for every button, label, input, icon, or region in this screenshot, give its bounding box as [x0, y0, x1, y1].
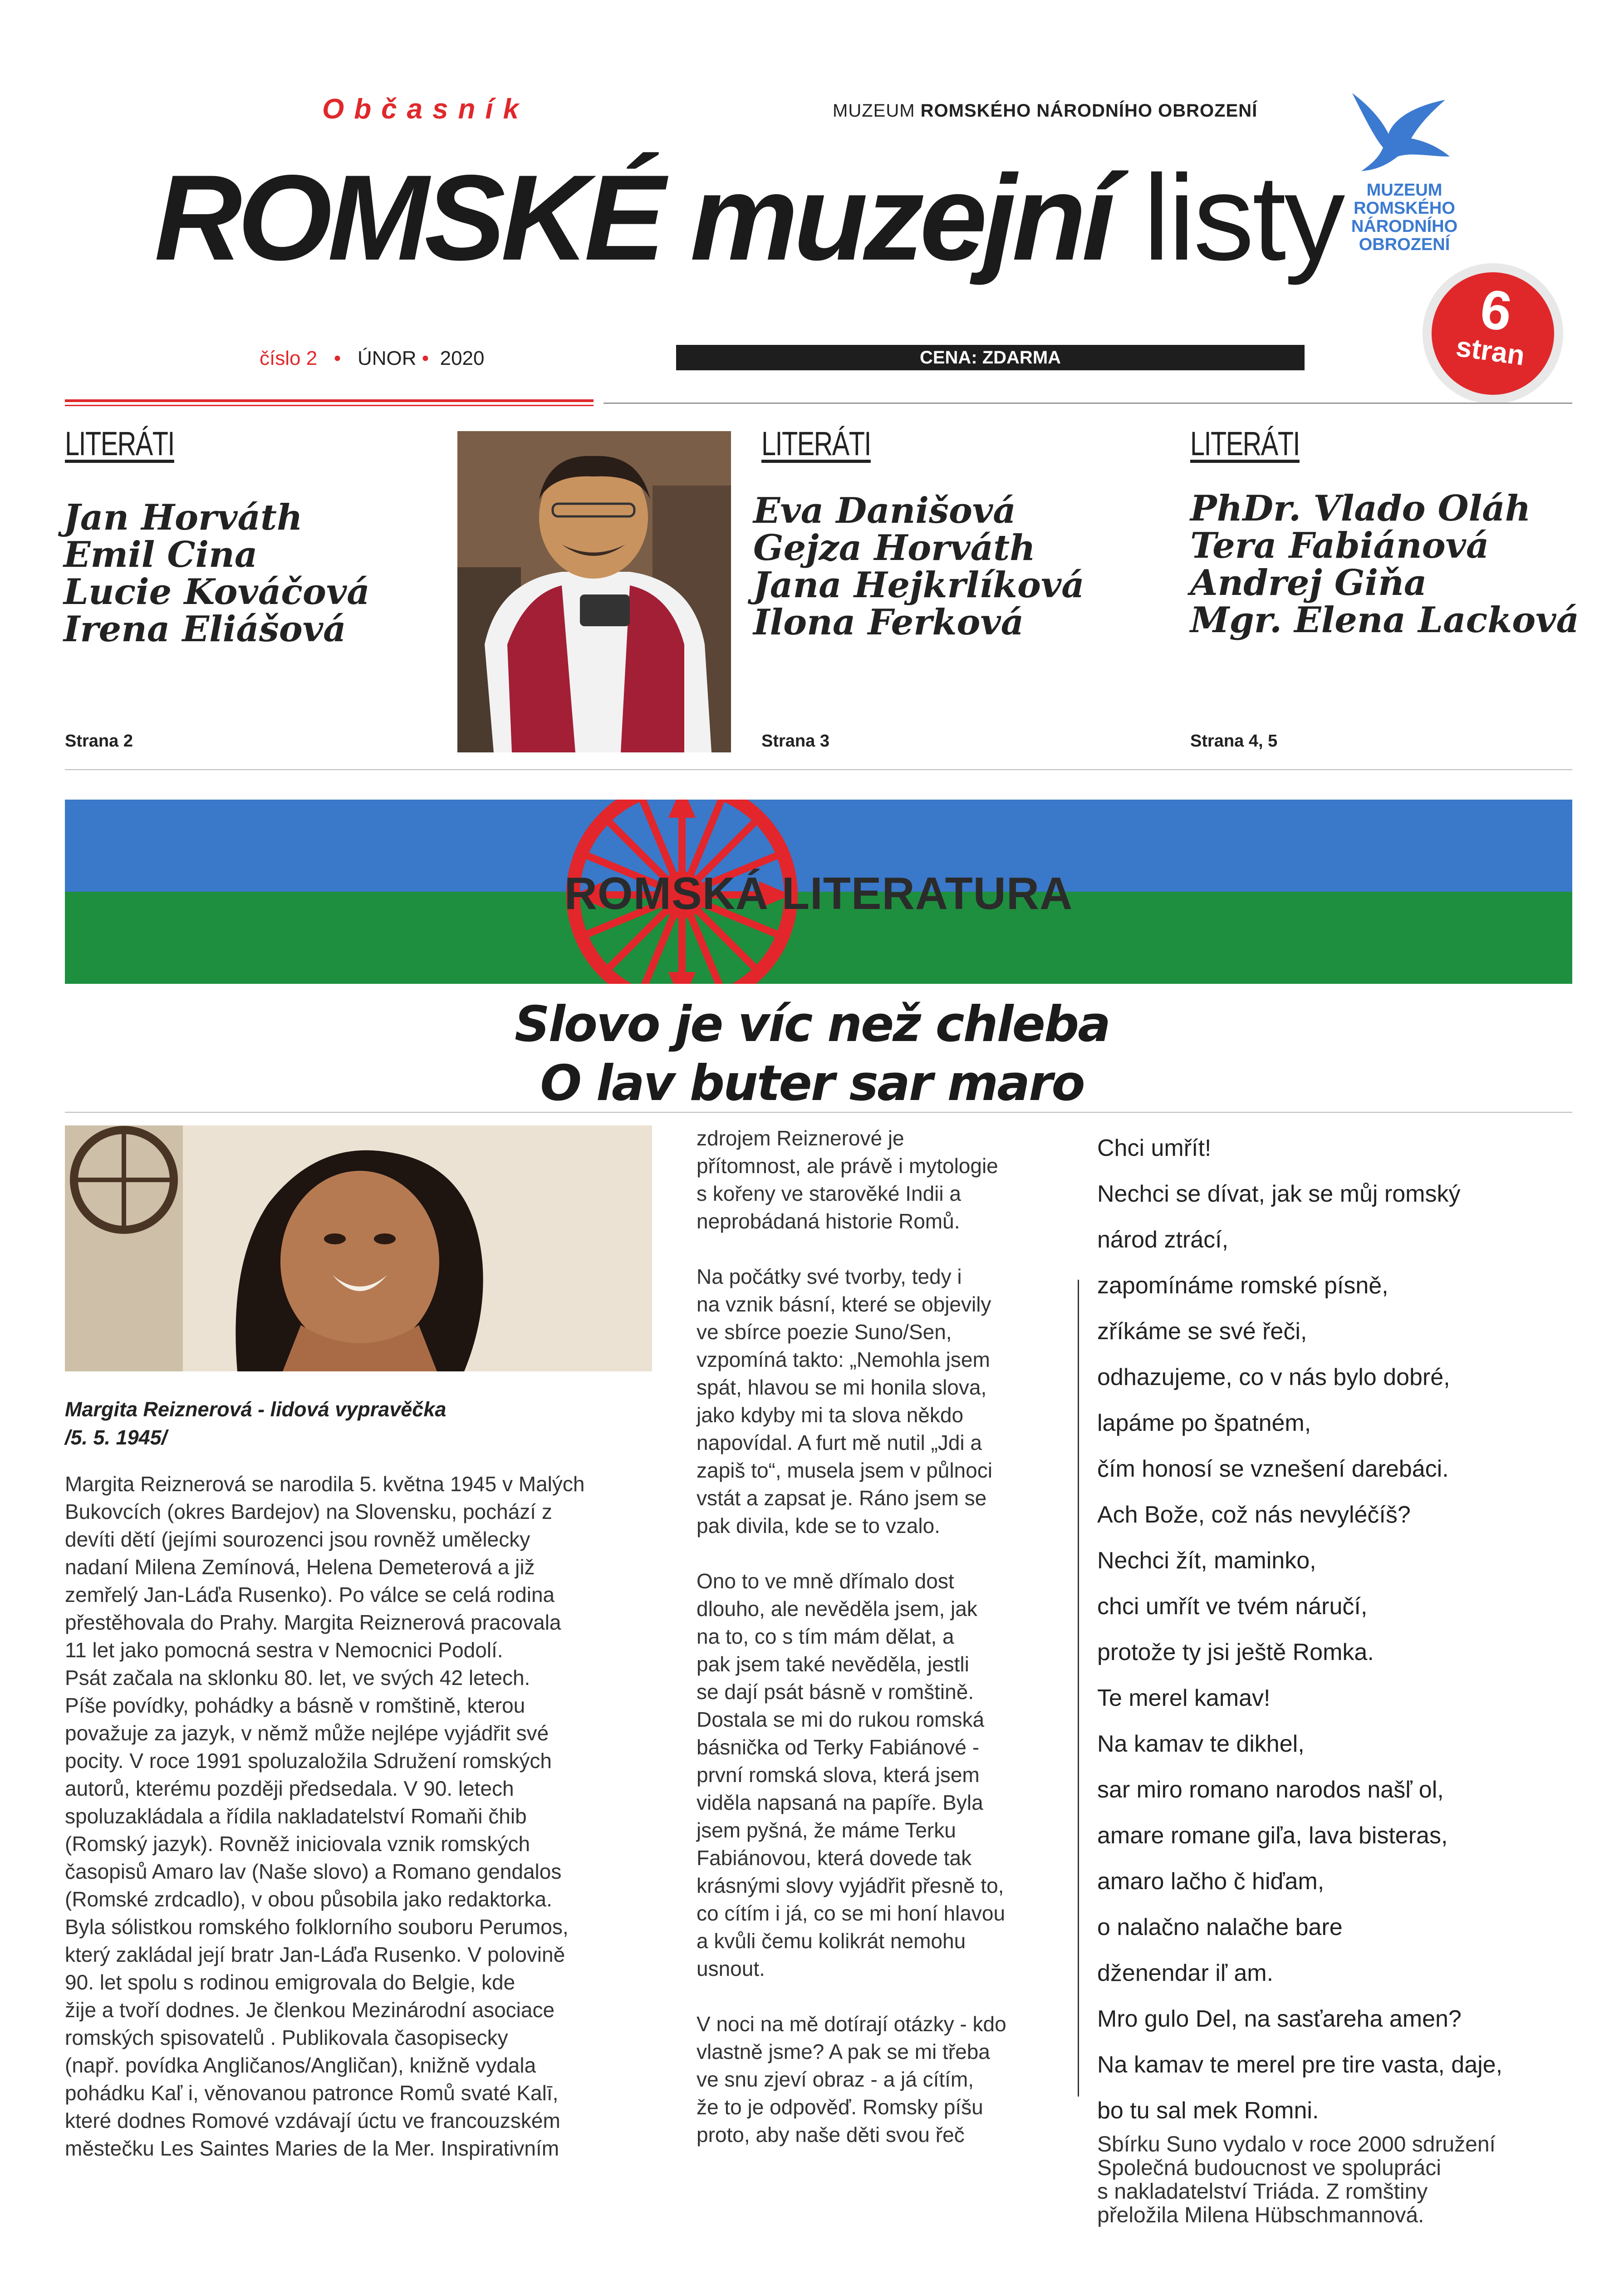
museum-bold: ROMSKÉHO NÁRODNÍHO OBROZENÍ: [920, 101, 1258, 121]
poem-line: Nechci se dívat, jak se můj romský: [1097, 1181, 1461, 1207]
text-line: Na počátky své tvorby, tedy i: [697, 1265, 962, 1288]
poem-line: zříkáme se své řeči,: [1097, 1318, 1307, 1345]
romani-flag-banner: [65, 800, 1572, 984]
author-name: Mgr. Elena Lacková: [1190, 599, 1580, 641]
poem-line: amaro lačho č hiďam,: [1097, 1868, 1325, 1895]
text-line: Dostala se mi do rukou romská: [697, 1708, 985, 1731]
text-line: zapiš to“, musela jsem v půlnoci: [697, 1459, 992, 1482]
text-line: vstát a zapsat je. Ráno jsem se: [697, 1486, 987, 1510]
issue-year: 2020: [440, 347, 485, 369]
text-line: 11 let jako pomocná sestra v Nemocnici Podolí.: [65, 1638, 503, 1662]
logo-text: [1343, 182, 1466, 254]
banner-title: ROMSKÁ LITERATURA: [564, 868, 1073, 919]
text-line: Margita Reiznerová se narodila 5. května 1945 v Malých: [65, 1472, 585, 1496]
author-name: PhDr. Vlado Oláh: [1190, 488, 1531, 529]
text-line: spát, hlavou se mi honila slova,: [697, 1375, 987, 1399]
text-line: co cítím i já, co se mi honí hlavou: [697, 1901, 1006, 1925]
text-line: že to je odpověď. Romsky píšu: [697, 2095, 983, 2119]
caption-line: /5. 5. 1945/: [65, 1426, 167, 1449]
text-line: jsem pyšná, že máme Terku: [697, 1818, 956, 1842]
text-line: který zakládal její bratr Jan-Láďa Rusenko. V polovině: [65, 1943, 565, 1966]
page-reference: Strana 3: [761, 732, 829, 751]
headline-divider: [65, 1112, 1572, 1113]
poem-line: národ ztrácí,: [1097, 1227, 1229, 1253]
text-line: krásnými slovy vyjádřit přesně to,: [697, 1874, 1004, 1897]
headline-czech: Slovo je víc než chleba: [514, 996, 1110, 1053]
text-line: neprobádaná historie Romů.: [697, 1209, 960, 1233]
poem-line: Ach Bože, což nás nevyléčíš?: [1097, 1502, 1411, 1528]
issue-separator: •: [422, 347, 429, 369]
text-line: na vznik básní, které se objevily: [697, 1292, 991, 1316]
poem-line: čím honosí se vznešení darebáci.: [1097, 1456, 1449, 1482]
text-line: pocity. V roce 1991 spoluzaložila Sdružení romských: [65, 1749, 552, 1773]
masthead-bold: ROMSKÉ muzejní: [154, 149, 1111, 285]
masthead-title: [154, 149, 1344, 285]
page-reference: Strana 4, 5: [1190, 732, 1278, 751]
headline-romani: O lav buter sar maro: [540, 1055, 1084, 1112]
contents-names: [64, 499, 370, 648]
text-line: městečku Les Saintes Maries de la Mer. Inspirativním: [65, 2136, 559, 2160]
photo-caption: [65, 1395, 652, 1452]
poem-line: amare romane giľa, lava bisteras,: [1097, 1822, 1448, 1849]
author-name: Eva Danišová: [753, 490, 1016, 531]
badge-text: stran: [1454, 331, 1527, 372]
text-line: nadaní Milena Zemínová, Helena Demeterová a již: [65, 1555, 535, 1579]
poem: [1097, 1125, 1587, 2134]
text-line: (Romské zrdcadlo), v obou působila jako redaktorka.: [65, 1887, 552, 1911]
author-name: Emil Cina: [64, 534, 258, 575]
occasnik-label: Občasník: [322, 93, 529, 125]
header-rule-red-thin: [65, 405, 594, 406]
author-name: Lucie Kováčová: [64, 571, 370, 613]
museum-name-line: [833, 101, 1257, 121]
museum-logo: [1343, 88, 1466, 254]
text-line: 90. let spolu s rodinou emigrovala do Belgie, kde: [65, 1970, 515, 1994]
author-name: Irena Eliášová: [64, 609, 346, 650]
text-line: časopisů Amaro lav (Naše slovo) a Romano gendalos: [65, 1860, 562, 1883]
text-line: Ono to ve mně dřímalo dost: [697, 1569, 954, 1593]
contents-heading: LITERÁTI: [65, 425, 174, 462]
author-name: Jan Horváth: [64, 497, 303, 538]
text-line: přítomnost, ale právě i mytologie: [697, 1154, 998, 1178]
text-line: Píše povídky, pohádky a básně v romštině, kterou: [65, 1694, 525, 1717]
poem-line: Te merel kamav!: [1097, 1685, 1271, 1711]
text-line: Bukovcích (okres Bardejov) na Slovensku, pochází z: [65, 1500, 552, 1523]
text-line: ve sbírce poezie Suno/Sen,: [697, 1320, 952, 1344]
text-line: přeložila Milena Hübschmannová.: [1097, 2203, 1424, 2227]
issue-line: [260, 347, 485, 370]
caption-line: Margita Reiznerová - lidová vypravěčka: [65, 1398, 446, 1421]
text-line: které dodnes Romové vzdávají úctu ve francouzském: [65, 2109, 560, 2132]
text-line: přestěhovala do Prahy. Margita Reiznerová pracovala: [65, 1611, 561, 1634]
contents-names: [753, 492, 1084, 641]
text-line: (Romský jazyk). Rovněž iniciovala vznik romských: [65, 1832, 530, 1856]
logo-line: MUZEUM: [1366, 181, 1442, 200]
author-name: Ilona Ferková: [753, 602, 1024, 643]
poem-line: Mro gulo Del, na sasťareha amen?: [1097, 2006, 1462, 2032]
text-line: Fabiánovou, která dovede tak: [697, 1846, 972, 1870]
text-line: pak divila, kde se to vzalo.: [697, 1514, 940, 1537]
text-line: vlastně jsme? A pak se mi třeba: [697, 2040, 990, 2063]
text-line: devíti dětí (jejími sourozenci jsou rovněž umělecky: [65, 1527, 530, 1551]
text-line: autorů, kterému později předsedala. V 90. letech: [65, 1777, 514, 1800]
text-line: ve snu zjeví obraz - a já cítím,: [697, 2068, 974, 2091]
text-line: romských spisovatelů . Publikovala časopisecky: [65, 2026, 508, 2049]
poem-line: sar miro romano narodos našľ ol,: [1097, 1777, 1444, 1803]
logo-line: ROMSKÉHO: [1354, 198, 1455, 218]
issue-separator: •: [334, 347, 341, 369]
text-line: zemřelý Jan-Láďa Rusenko). Po válce se celá rodina: [65, 1583, 555, 1606]
text-line: Byla sólistkou romského folklorního souboru Perumos,: [65, 1915, 569, 1939]
header-rule-gray: [603, 403, 1572, 404]
text-line: zdrojem Reiznerové je: [697, 1126, 904, 1150]
text-line: s kořeny ve starověké Indii a: [697, 1182, 961, 1205]
poem-line: Nechci žít, maminko,: [1097, 1547, 1316, 1574]
badge-circle: [1424, 265, 1562, 403]
poem-line: odhazujeme, co v nás bylo dobré,: [1097, 1364, 1450, 1390]
text-line: (např. povídka Angličanos/Angličan), knižně vydala: [65, 2053, 536, 2077]
text-line: Psát začala na sklonku 80. let, ve svých 42 letech.: [65, 1666, 530, 1689]
author-name: Tera Fabiánová: [1190, 525, 1489, 566]
poem-line: Na kamav te merel pre tire vasta, daje,: [1097, 2052, 1503, 2078]
poem-line: lapáme po špatném,: [1097, 1410, 1311, 1436]
man-photo-illustration: [457, 431, 731, 752]
text-line: vzpomíná takto: „Nemohla jsem: [697, 1348, 990, 1371]
issue-month: ÚNOR: [357, 347, 417, 369]
masthead-light: listy: [1111, 149, 1344, 285]
text-line: Společná budoucnost ve spolupráci: [1097, 2156, 1441, 2180]
logo-line: NÁRODNÍHO: [1351, 216, 1458, 236]
museum-prefix: MUZEUM: [833, 101, 921, 121]
text-line: dlouho, ale nevěděla jsem, jak: [697, 1597, 977, 1621]
column-divider: [1078, 1280, 1079, 2097]
paragraph: [697, 1567, 1073, 1983]
text-line: na to, co s tím mám dělat, a: [697, 1625, 954, 1648]
logo-line: OBROZENÍ: [1359, 235, 1450, 254]
poem-note: [1097, 2133, 1587, 2227]
text-line: pak jsem také nevěděla, jestli: [697, 1652, 969, 1676]
badge-number: 6: [1477, 277, 1516, 343]
poem-line: chci umřít ve tvém náručí,: [1097, 1593, 1368, 1620]
text-line: napovídal. A furt mě nutil „Jdi a: [697, 1431, 982, 1454]
poem-line: protože ty jsi ještě Romka.: [1097, 1639, 1374, 1665]
text-line: V noci na mě dotírají otázky - kdo: [697, 2012, 1006, 2036]
article-column-2: [697, 1125, 1073, 2149]
paragraph: [697, 2010, 1073, 2149]
paragraph: [697, 1263, 1073, 1540]
contents-divider: [65, 769, 1572, 770]
contents-heading: LITERÁTI: [1190, 425, 1300, 462]
text-line: a kvůli čemu kolikrát nemohu: [697, 1929, 966, 1953]
dove-icon: [1343, 88, 1466, 179]
text-line: proto, aby naše děti svou řeč: [697, 2123, 965, 2146]
author-name: Jana Hejkrlíková: [753, 565, 1084, 606]
header-rule-red: [65, 399, 594, 402]
portrait-photo-woman: [65, 1125, 652, 1371]
poem-line: zapomínáme romské písně,: [1097, 1272, 1388, 1299]
contents-heading: LITERÁTI: [761, 425, 871, 462]
author-name: Gejza Horváth: [753, 527, 1035, 569]
text-line: žije a tvoří dodnes. Je členkou Mezinárodní asociace: [65, 1998, 555, 2022]
text-line: se dají psát básně v romštině.: [697, 1680, 974, 1704]
text-line: jako kdyby mi ta slova někdo: [697, 1403, 964, 1427]
text-line: první romská slova, která jsem: [697, 1763, 980, 1787]
poem-line: bo tu sal mek Romni.: [1097, 2097, 1319, 2124]
woman-photo-illustration: [65, 1125, 652, 1371]
paragraph: [697, 1125, 1073, 1235]
text-line: spoluzakládala a řídila nakladatelství Romaňi čhib: [65, 1804, 527, 1828]
text-line: viděla napsaná na papíře. Byla: [697, 1791, 983, 1814]
text-line: básnička od Terky Fabiánové -: [697, 1735, 980, 1759]
poem-line: Chci umřít!: [1097, 1135, 1212, 1161]
portrait-photo-man: [457, 431, 731, 752]
poem-line: Na kamav te dikhel,: [1097, 1731, 1305, 1757]
text-line: považuje za jazyk, v němž může nejlépe vyjádřit své: [65, 1721, 549, 1745]
author-name: Andrej Giňa: [1190, 562, 1427, 604]
text-line: pohádku Kaľ i, věnovanou patronce Romů svaté Kalī,: [65, 2081, 559, 2105]
text-line: usnout.: [697, 1957, 765, 1980]
poem-line: o nalačno nalačhe bare: [1097, 1914, 1343, 1940]
page-reference: Strana 2: [65, 732, 133, 751]
contents-names: [1190, 490, 1579, 639]
article-column-1: [65, 1470, 664, 2162]
text-line: s nakladatelství Triáda. Z romštiny: [1097, 2180, 1428, 2204]
text-line: Sbírku Suno vydalo v roce 2000 sdružení: [1097, 2132, 1496, 2156]
price-bar: CENA: ZDARMA: [676, 345, 1305, 370]
poem-line: dženendar iľ am.: [1097, 1960, 1274, 1986]
issue-number: číslo 2: [260, 347, 318, 369]
pages-badge: [1423, 263, 1563, 404]
